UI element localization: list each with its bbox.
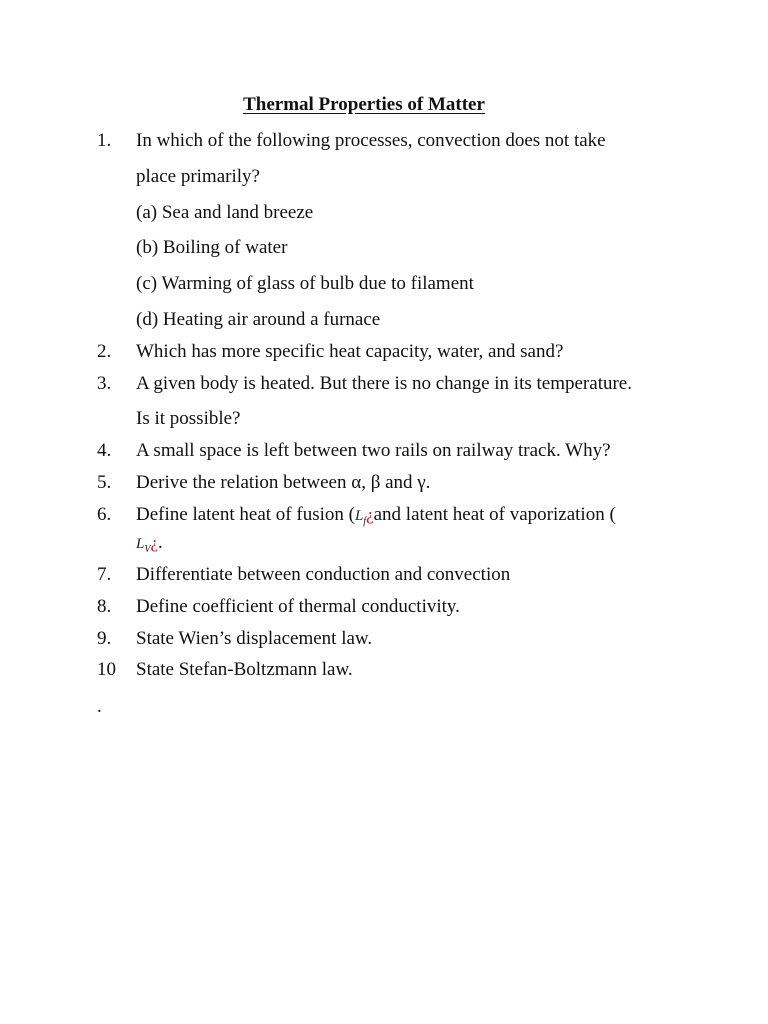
option-text: (d) Heating air around a furnace <box>136 309 381 330</box>
question-text <box>136 531 163 562</box>
question-number: 9. <box>97 628 112 649</box>
question-number: 5. <box>97 472 112 493</box>
question-number: 2. <box>97 341 112 362</box>
question-number: 7. <box>97 564 112 585</box>
question-text: Which has more specific heat capacity, water, and sand? <box>136 341 564 362</box>
question-text: Derive the relation between α, β and γ. <box>136 472 431 493</box>
question-text-part: . <box>158 532 163 553</box>
question-text: Is it possible? <box>136 408 241 429</box>
page-title: Thermal Properties of Matter <box>243 94 485 115</box>
question-number: 10 <box>97 659 116 680</box>
option-text: (c) Warming of glass of bulb due to filament <box>136 273 474 294</box>
latent-heat-fusion-symbol: $L_f$ <box>354 508 367 527</box>
document-page: Thermal Properties of Matter 1. In which of the following processes, convection does not take place primarily? (a) Sea and land breeze (b) Boiling of water (c) Warming of glass of bulb due to filament (d) Heating air around a furnace 2. Which has more specific heat capacity, water, and sand? 3. A given body is heated. But there is no change in its temperature. Is it possible? 4. A small space is left between two rails on railway track. Why? 5. Derive the relation between α, β and γ. 6. Define latent heat of fusion ($L_f¿and$ latent heat of vaporization ( $L_V¿$. 7. Differentiate between conduction and convection 8. Define coefficient of thermal conductivity. 9. State Wien’s displacement law. 10 State Stefan-Boltzmann law. . <box>0 0 768 1024</box>
option-text: (a) Sea and land breeze <box>136 202 314 223</box>
question-text: A small space is left between two rails on railway track. Why? <box>136 440 611 461</box>
question-number: 3. <box>97 373 112 394</box>
question-text-part: Define latent heat of fusion ( <box>136 504 355 525</box>
question-text <box>136 503 616 534</box>
question-text: State Stefan-Boltzmann law. <box>136 659 353 680</box>
option-text: (b) Boiling of water <box>136 237 288 258</box>
question-text: In which of the following processes, convection does not take <box>136 130 606 151</box>
question-number: 1. <box>97 130 112 151</box>
broken-glyph: ¿ <box>150 533 158 552</box>
broken-glyph: ¿ <box>366 505 374 524</box>
latent-heat-vaporization-symbol: $L_V$ <box>136 536 151 555</box>
question-text: A given body is heated. But there is no change in its temperature. <box>136 373 632 394</box>
question-number: 6. <box>97 504 112 525</box>
question-text-part: and latent heat of vaporization ( <box>373 504 616 525</box>
question-text: place primarily? <box>136 166 260 187</box>
question-number: 8. <box>97 596 112 617</box>
question-text: Define coefficient of thermal conductivity. <box>136 596 460 617</box>
question-text: State Wien’s displacement law. <box>136 628 373 649</box>
question-number: 4. <box>97 440 112 461</box>
question-text: Differentiate between conduction and convection <box>136 564 511 585</box>
